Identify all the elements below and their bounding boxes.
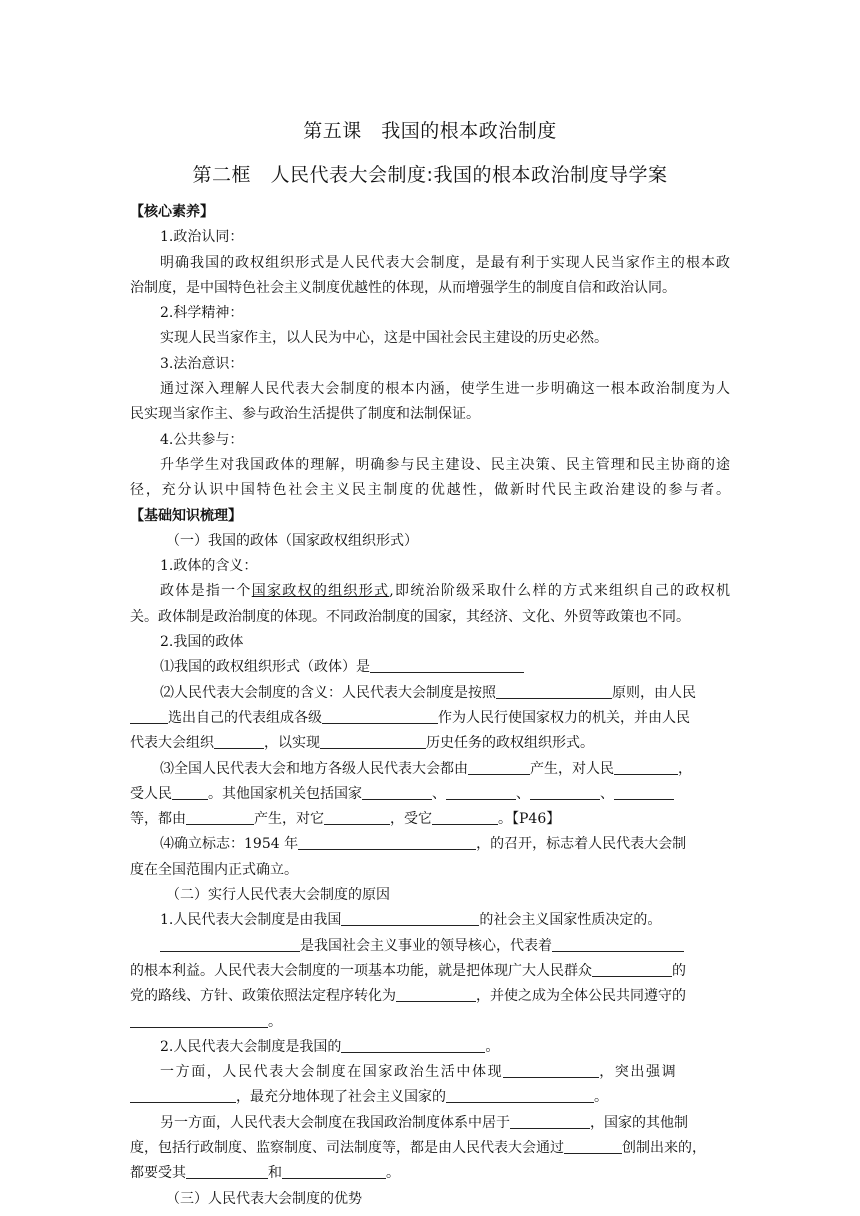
paragraph-line: 径，充分认识中国特色社会主义民主制度的优越性，做新时代民主政治建设的参与者。 — [130, 482, 730, 499]
item-title: 2.我国的政体 — [160, 634, 244, 651]
text-span: 和 — [268, 1165, 282, 1182]
question-line — [130, 731, 730, 756]
fill-blank[interactable] — [160, 936, 300, 952]
question-line — [130, 782, 730, 807]
text-span: 。 — [268, 1013, 282, 1030]
fill-blank[interactable] — [564, 1138, 622, 1154]
paragraph-line: 治制度，是中国特色社会主义制度优越性的体现，从而增强学生的制度自信和政治认同。 — [130, 279, 676, 296]
text-span: ⑴我国的政权组织形式（政体）是 — [160, 659, 370, 676]
core-item-title: 1.政治认同： — [160, 229, 244, 246]
core-item-title: 2.科学精神： — [160, 305, 244, 322]
text-span: ⑶全国人民代表大会和地方各级人民代表大会都由 — [160, 760, 468, 777]
text-span: 一方面，人民代表大会制度在国家政治生活中体现 — [160, 1064, 504, 1081]
text-span: 选出自己的代表组成各级 — [168, 709, 322, 726]
text-span: 的社会主义国家性质决定的。 — [479, 912, 662, 929]
text-span: 都要受其 — [130, 1165, 186, 1182]
lesson-title: 第五课 我国的根本政治制度 — [303, 120, 557, 142]
fill-blank[interactable] — [298, 834, 476, 850]
item-title: 1.政体的含义： — [160, 558, 258, 575]
fill-blank[interactable] — [324, 809, 390, 825]
fill-blank[interactable] — [510, 1113, 590, 1129]
fill-blank[interactable] — [614, 784, 674, 800]
fill-blank[interactable] — [322, 708, 438, 724]
text-span: 代表大会组织 — [130, 735, 214, 752]
question-line — [130, 706, 730, 731]
paragraph-line: 实现人民当家作主，以人民为中心，这是中国社会民主建设的历史必然。 — [160, 330, 608, 347]
question-line — [130, 1136, 730, 1161]
text-span: ，最充分地体现了社会主义国家的 — [236, 1089, 446, 1106]
fill-blank[interactable] — [432, 809, 498, 825]
question-line — [130, 757, 730, 782]
paragraph-line: 通过深入理解人民代表大会制度的根本内涵，使学生进一步明确这一根本政治制度为人 — [160, 381, 730, 398]
question-line — [130, 1010, 730, 1035]
text-span: ，的召开，标志着人民代表大会制 — [476, 836, 687, 853]
fill-blank[interactable] — [592, 961, 672, 977]
core-item-title: 4.公共参与： — [160, 431, 244, 448]
text-span: ⑷确立标志：1954 年 — [160, 836, 299, 853]
text-span: ⑵人民代表大会制度的含义：人民代表大会制度是按照 — [160, 684, 496, 701]
question-line — [130, 681, 730, 706]
text-span: ，突出强调 — [599, 1064, 678, 1081]
question-line — [130, 832, 730, 857]
fill-blank[interactable] — [320, 733, 426, 749]
text-span: 作为人民行使国家权力的机关，并由人民 — [438, 709, 690, 726]
core-heading: 【核心素养】 — [130, 204, 214, 220]
document-body — [130, 200, 730, 1212]
section-heading: （三）人民代表大会制度的优势 — [166, 1190, 362, 1207]
question-line — [130, 1060, 730, 1085]
question-line — [130, 1035, 730, 1060]
fill-blank[interactable] — [130, 708, 168, 724]
paragraph-line: 关。政体制是政治制度的体现。不同政治制度的国家，其经济、文化、外贸等政策也不同。 — [130, 608, 690, 625]
text-span: 2.人民代表大会制度是我国的 — [160, 1038, 342, 1055]
text-span: 是我国社会主义事业的领导核心，代表着 — [300, 937, 552, 954]
fill-blank[interactable] — [496, 683, 612, 699]
text-span: 、 — [516, 785, 530, 802]
text-span: 。 — [386, 1165, 400, 1182]
text-span: 政体是指一个 — [160, 583, 252, 600]
underlined-term: 国家政权的组织形式 — [251, 583, 390, 600]
fill-blank[interactable] — [214, 733, 264, 749]
section-heading: （一）我国的政体（国家政权组织形式） — [166, 532, 418, 549]
fill-blank[interactable] — [130, 1012, 268, 1028]
text-span: 受人民 — [130, 785, 172, 802]
text-span: 。其他国家机关包括国家 — [208, 785, 362, 802]
text-span: ，受它 — [390, 811, 432, 828]
fill-blank[interactable] — [172, 784, 208, 800]
paragraph-line: 升华学生对我国政体的理解，明确参与民主建设、民主决策、民主管理和民主协商的途 — [160, 456, 730, 473]
text-span: ，并使之成为全体公民共同遵守的 — [476, 988, 686, 1005]
question-line — [130, 959, 730, 984]
fill-blank[interactable] — [370, 657, 524, 673]
paragraph-line — [130, 579, 730, 604]
paragraph-line: 民实现当家作主、参与政治生活提供了制度和法制保证。 — [130, 406, 480, 423]
text-span: 度，包括行政制度、监察制度、司法制度等，都是由人民代表大会通过 — [130, 1139, 564, 1156]
text-span: ， — [678, 760, 692, 777]
fill-blank[interactable] — [552, 936, 684, 952]
text-span: 创制出来的， — [622, 1139, 706, 1156]
text-span: 产生，对它 — [254, 811, 324, 828]
text-span: 党的路线、方针、政策依照法定程序转化为 — [130, 988, 396, 1005]
question-line — [130, 807, 730, 832]
question-line — [130, 1111, 730, 1136]
question-line — [130, 984, 730, 1009]
text-span: 1.人民代表大会制度是由我国 — [160, 912, 342, 929]
question-line — [130, 1085, 730, 1110]
fill-blank[interactable] — [362, 784, 432, 800]
fill-blank[interactable] — [130, 1087, 236, 1103]
text-span: 的 — [672, 962, 686, 979]
fill-blank[interactable] — [503, 1062, 599, 1078]
paragraph-line: 明确我国的政权组织形式是人民代表大会制度，是最有利于实现人民当家作主的根本政 — [160, 254, 730, 271]
section-subtitle: 第二框 人民代表大会制度:我国的根本政治制度导学案 — [192, 164, 668, 186]
text-span: 、 — [600, 785, 614, 802]
text-span: 产生，对人民 — [530, 760, 614, 777]
fill-blank[interactable] — [446, 1087, 594, 1103]
text-span: 。 — [594, 1089, 608, 1106]
question-line — [130, 1161, 730, 1186]
text-span: 历史任务的政权组织形式。 — [426, 735, 594, 752]
text-span: 另一方面，人民代表大会制度在我国政治制度体系中居于 — [160, 1114, 510, 1131]
question-line — [130, 934, 730, 959]
basics-heading: 【基础知识梳理】 — [130, 507, 242, 524]
text-span: 。 — [485, 1038, 500, 1055]
question-line — [130, 908, 730, 933]
fill-blank[interactable] — [186, 809, 254, 825]
text-span: 的根本利益。人民代表大会制度的一项基本功能，就是把体现广大人民群众 — [130, 962, 592, 979]
fill-blank[interactable] — [396, 986, 476, 1002]
fill-blank[interactable] — [186, 1163, 268, 1179]
fill-blank[interactable] — [341, 910, 479, 926]
text-span: ，国家的其他制 — [590, 1114, 688, 1131]
fill-blank[interactable] — [530, 784, 600, 800]
core-item-title: 3.法治意识： — [160, 355, 244, 372]
text-span: 等，都由 — [130, 811, 186, 828]
text-span: 、 — [432, 785, 446, 802]
fill-blank[interactable] — [446, 784, 516, 800]
fill-blank[interactable] — [468, 759, 530, 775]
text-span: ,即统治阶级采取什么样的方式来组织自己的政权机 — [389, 583, 730, 600]
text-span: 。【P46】 — [498, 811, 561, 828]
fill-blank[interactable] — [614, 759, 678, 775]
fill-blank[interactable] — [341, 1037, 485, 1053]
text-span: 原则，由人民 — [612, 684, 696, 701]
fill-blank[interactable] — [282, 1163, 386, 1179]
text-span: ，以实现 — [264, 735, 320, 752]
section-heading: （二）实行人民代表大会制度的原因 — [166, 887, 390, 904]
question-line — [130, 655, 730, 680]
paragraph-line: 度在全国范围内正式确立。 — [130, 861, 298, 878]
